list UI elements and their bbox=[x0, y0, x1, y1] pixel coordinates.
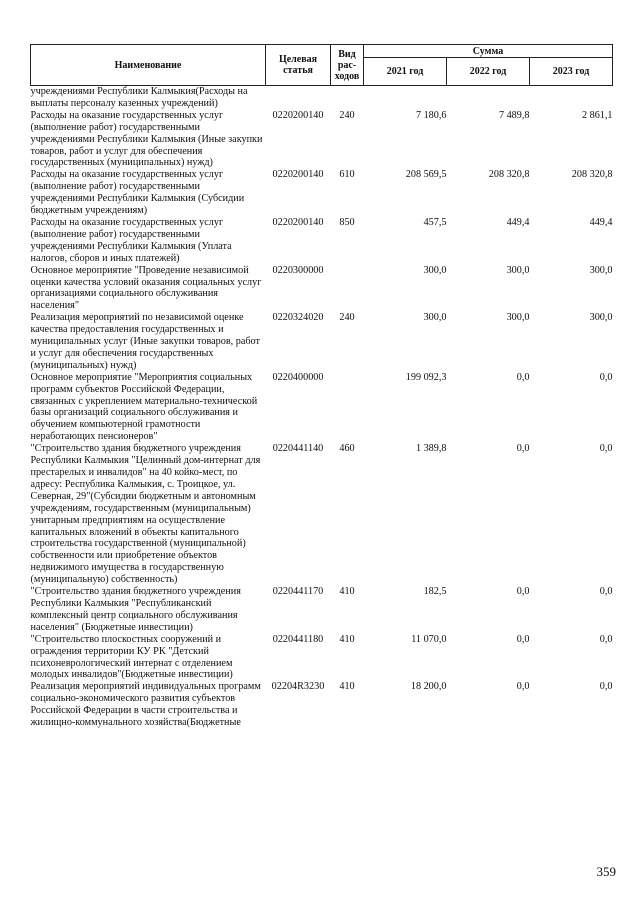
row-name: Расходы на оказание государственных услуг (выполнение работ) государственными учреждениями Республики Калмыкия (Иные закупки товаров, работ и услуг для обеспечения государственных (муниципальных) нужд) bbox=[30, 109, 263, 169]
row-sum-2022: 300,0 bbox=[506, 264, 530, 276]
header-year-2022: 2022 год bbox=[447, 58, 530, 86]
row-sum-2023: 0,0 bbox=[599, 681, 613, 693]
row-sum-2021: 1 389,8 bbox=[415, 443, 447, 455]
row-sum-2023: 0,0 bbox=[599, 633, 613, 645]
page-number: 359 bbox=[596, 864, 616, 879]
table-row bbox=[31, 169, 613, 217]
row-sum-2022: 449,4 bbox=[506, 216, 530, 228]
row-sum-2022: 0,0 bbox=[516, 681, 530, 693]
row-sum-2023: 2 861,1 bbox=[581, 109, 613, 121]
row-name: Расходы на оказание государственных услуг (выполнение работ) государственными учреждениями Республики Калмыкия (Субсидии бюджетным учреждениям) bbox=[30, 169, 245, 217]
row-expense-type: 240 bbox=[339, 312, 355, 324]
row-expense-type: 410 bbox=[339, 633, 355, 645]
row-sum-2023 bbox=[530, 86, 613, 110]
row-sum-2022 bbox=[447, 86, 530, 110]
table-row bbox=[31, 372, 613, 443]
row-sum-2022: 0,0 bbox=[516, 633, 530, 645]
header-year-2021: 2021 год bbox=[364, 58, 447, 86]
row-name: Основное мероприятие "Мероприятия социальных программ субъектов Российской Федерации, связанных с укреплением материально-технической базы организаций социального обслуживания и обучением компьютерной грамотности неработающих пенсионеров" bbox=[30, 371, 258, 443]
row-expense-type: 410 bbox=[339, 586, 355, 598]
row-expense-type: 850 bbox=[339, 216, 355, 228]
table-body bbox=[31, 86, 613, 729]
table-row bbox=[31, 312, 613, 372]
table-row bbox=[31, 265, 613, 313]
row-target-article: 02204R3230 bbox=[271, 681, 325, 693]
table-row bbox=[31, 86, 613, 110]
table-row bbox=[31, 681, 613, 729]
header-expense-type: Вид рас- ходов bbox=[331, 45, 364, 86]
row-sum-2023: 300,0 bbox=[589, 264, 613, 276]
table-row bbox=[31, 217, 613, 265]
row-name: Расходы на оказание государственных услуг (выполнение работ) государственными учреждениями Республики Калмыкия (Уплата налогов, сборов и иных платежей) bbox=[30, 216, 232, 264]
row-expense-type: 240 bbox=[339, 109, 355, 121]
row-sum-2021: 300,0 bbox=[423, 264, 447, 276]
row-name: "Строительство здания бюджетного учреждения Республики Калмыкия "Целинный дом-интернат для престарелых и инвалидов" на 40 койко-мест, по адресу: Республика Калмыкия, с. Троицкое, ул. Северная, 29"(Субсидии бюджетным и автономным учреждениям, государственным (муниципальным) унитарным предприятиям на осуществление капитальных вложений в объекты капитального строительства государственной (муниципальной) собственности или приобретение объектов недвижимого имущества в государственную (муниципальную) собственность) bbox=[30, 443, 261, 586]
row-sum-2022: 0,0 bbox=[516, 371, 530, 383]
row-target-article: 0220300000 bbox=[272, 264, 324, 276]
row-sum-2023: 449,4 bbox=[589, 216, 613, 228]
row-name: Реализация мероприятий по независимой оценке качества предоставления государственных и муниципальных услуг (Иные закупки товаров, работ и услуг для обеспечения государственных (муниципальных) нужд) bbox=[30, 312, 260, 371]
header-sum: Сумма bbox=[364, 45, 613, 58]
row-sum-2021: 199 092,3 bbox=[405, 371, 447, 383]
row-target-article: 0220400000 bbox=[272, 371, 324, 383]
table-header bbox=[31, 45, 613, 86]
row-sum-2021 bbox=[364, 86, 447, 110]
header-target-article: Целевая статья bbox=[266, 45, 331, 86]
row-target-article: 0220324020 bbox=[272, 312, 324, 324]
row-sum-2022: 0,0 bbox=[516, 443, 530, 455]
row-target-article: 0220200140 bbox=[272, 169, 324, 181]
row-expense-type: 460 bbox=[339, 443, 355, 455]
row-expense-type bbox=[331, 86, 364, 110]
row-sum-2023: 208 320,8 bbox=[571, 169, 613, 181]
row-target-article: 0220441170 bbox=[272, 586, 324, 598]
row-expense-type: 610 bbox=[339, 169, 355, 181]
header-year-2023: 2023 год bbox=[530, 58, 613, 86]
row-sum-2021: 457,5 bbox=[423, 216, 447, 228]
row-expense-type bbox=[331, 265, 364, 313]
row-sum-2021: 7 180,6 bbox=[415, 109, 447, 121]
row-sum-2023: 0,0 bbox=[599, 586, 613, 598]
row-sum-2022: 7 489,8 bbox=[498, 109, 530, 121]
table-row bbox=[31, 110, 613, 170]
row-target-article: 0220200140 bbox=[272, 109, 324, 121]
row-sum-2021: 18 200,0 bbox=[410, 681, 447, 693]
row-name: Основное мероприятие "Проведение независимой оценки качества условий оказания социальных услуг организациями социального обслуживания населения" bbox=[30, 264, 262, 312]
row-expense-type bbox=[331, 372, 364, 443]
row-target-article bbox=[266, 86, 331, 110]
row-sum-2021: 11 070,0 bbox=[411, 633, 447, 645]
row-sum-2022: 208 320,8 bbox=[488, 169, 530, 181]
row-sum-2021: 182,5 bbox=[423, 586, 447, 598]
row-name: учреждениями Республики Калмыкия(Расходы на выплаты персоналу казенных учреждений) bbox=[30, 86, 248, 109]
row-target-article: 0220441140 bbox=[272, 443, 324, 455]
row-name: "Строительство плоскостных сооружений и ограждения территории КУ РК "Детский психоневрологический интернат с отделением молодых инвалидов"(Бюджетные инвестиции) bbox=[30, 633, 233, 681]
row-sum-2022: 300,0 bbox=[506, 312, 530, 324]
table-row bbox=[31, 586, 613, 634]
row-target-article: 0220441180 bbox=[272, 633, 324, 645]
row-sum-2023: 0,0 bbox=[599, 371, 613, 383]
row-sum-2023: 0,0 bbox=[599, 443, 613, 455]
row-sum-2021: 208 569,5 bbox=[405, 169, 447, 181]
row-name: Реализация мероприятий индивидуальных программ социально-экономического развития субъектов Российской Федерации в части строительства и жилищно-коммунального хозяйства(Бюджетные bbox=[30, 681, 261, 729]
row-sum-2023: 300,0 bbox=[589, 312, 613, 324]
row-name: "Строительство здания бюджетного учреждения Республики Калмыкия "Республиканский комплексный центр социального обслуживания населения" (Бюджетные инвестиции) bbox=[30, 586, 241, 633]
table-row bbox=[31, 443, 613, 586]
row-sum-2022: 0,0 bbox=[516, 586, 530, 598]
row-expense-type: 410 bbox=[339, 681, 355, 693]
row-sum-2021: 300,0 bbox=[423, 312, 447, 324]
table-row bbox=[31, 634, 613, 682]
row-target-article: 0220200140 bbox=[272, 216, 324, 228]
header-name: Наименование bbox=[31, 45, 266, 86]
budget-table bbox=[30, 44, 613, 729]
